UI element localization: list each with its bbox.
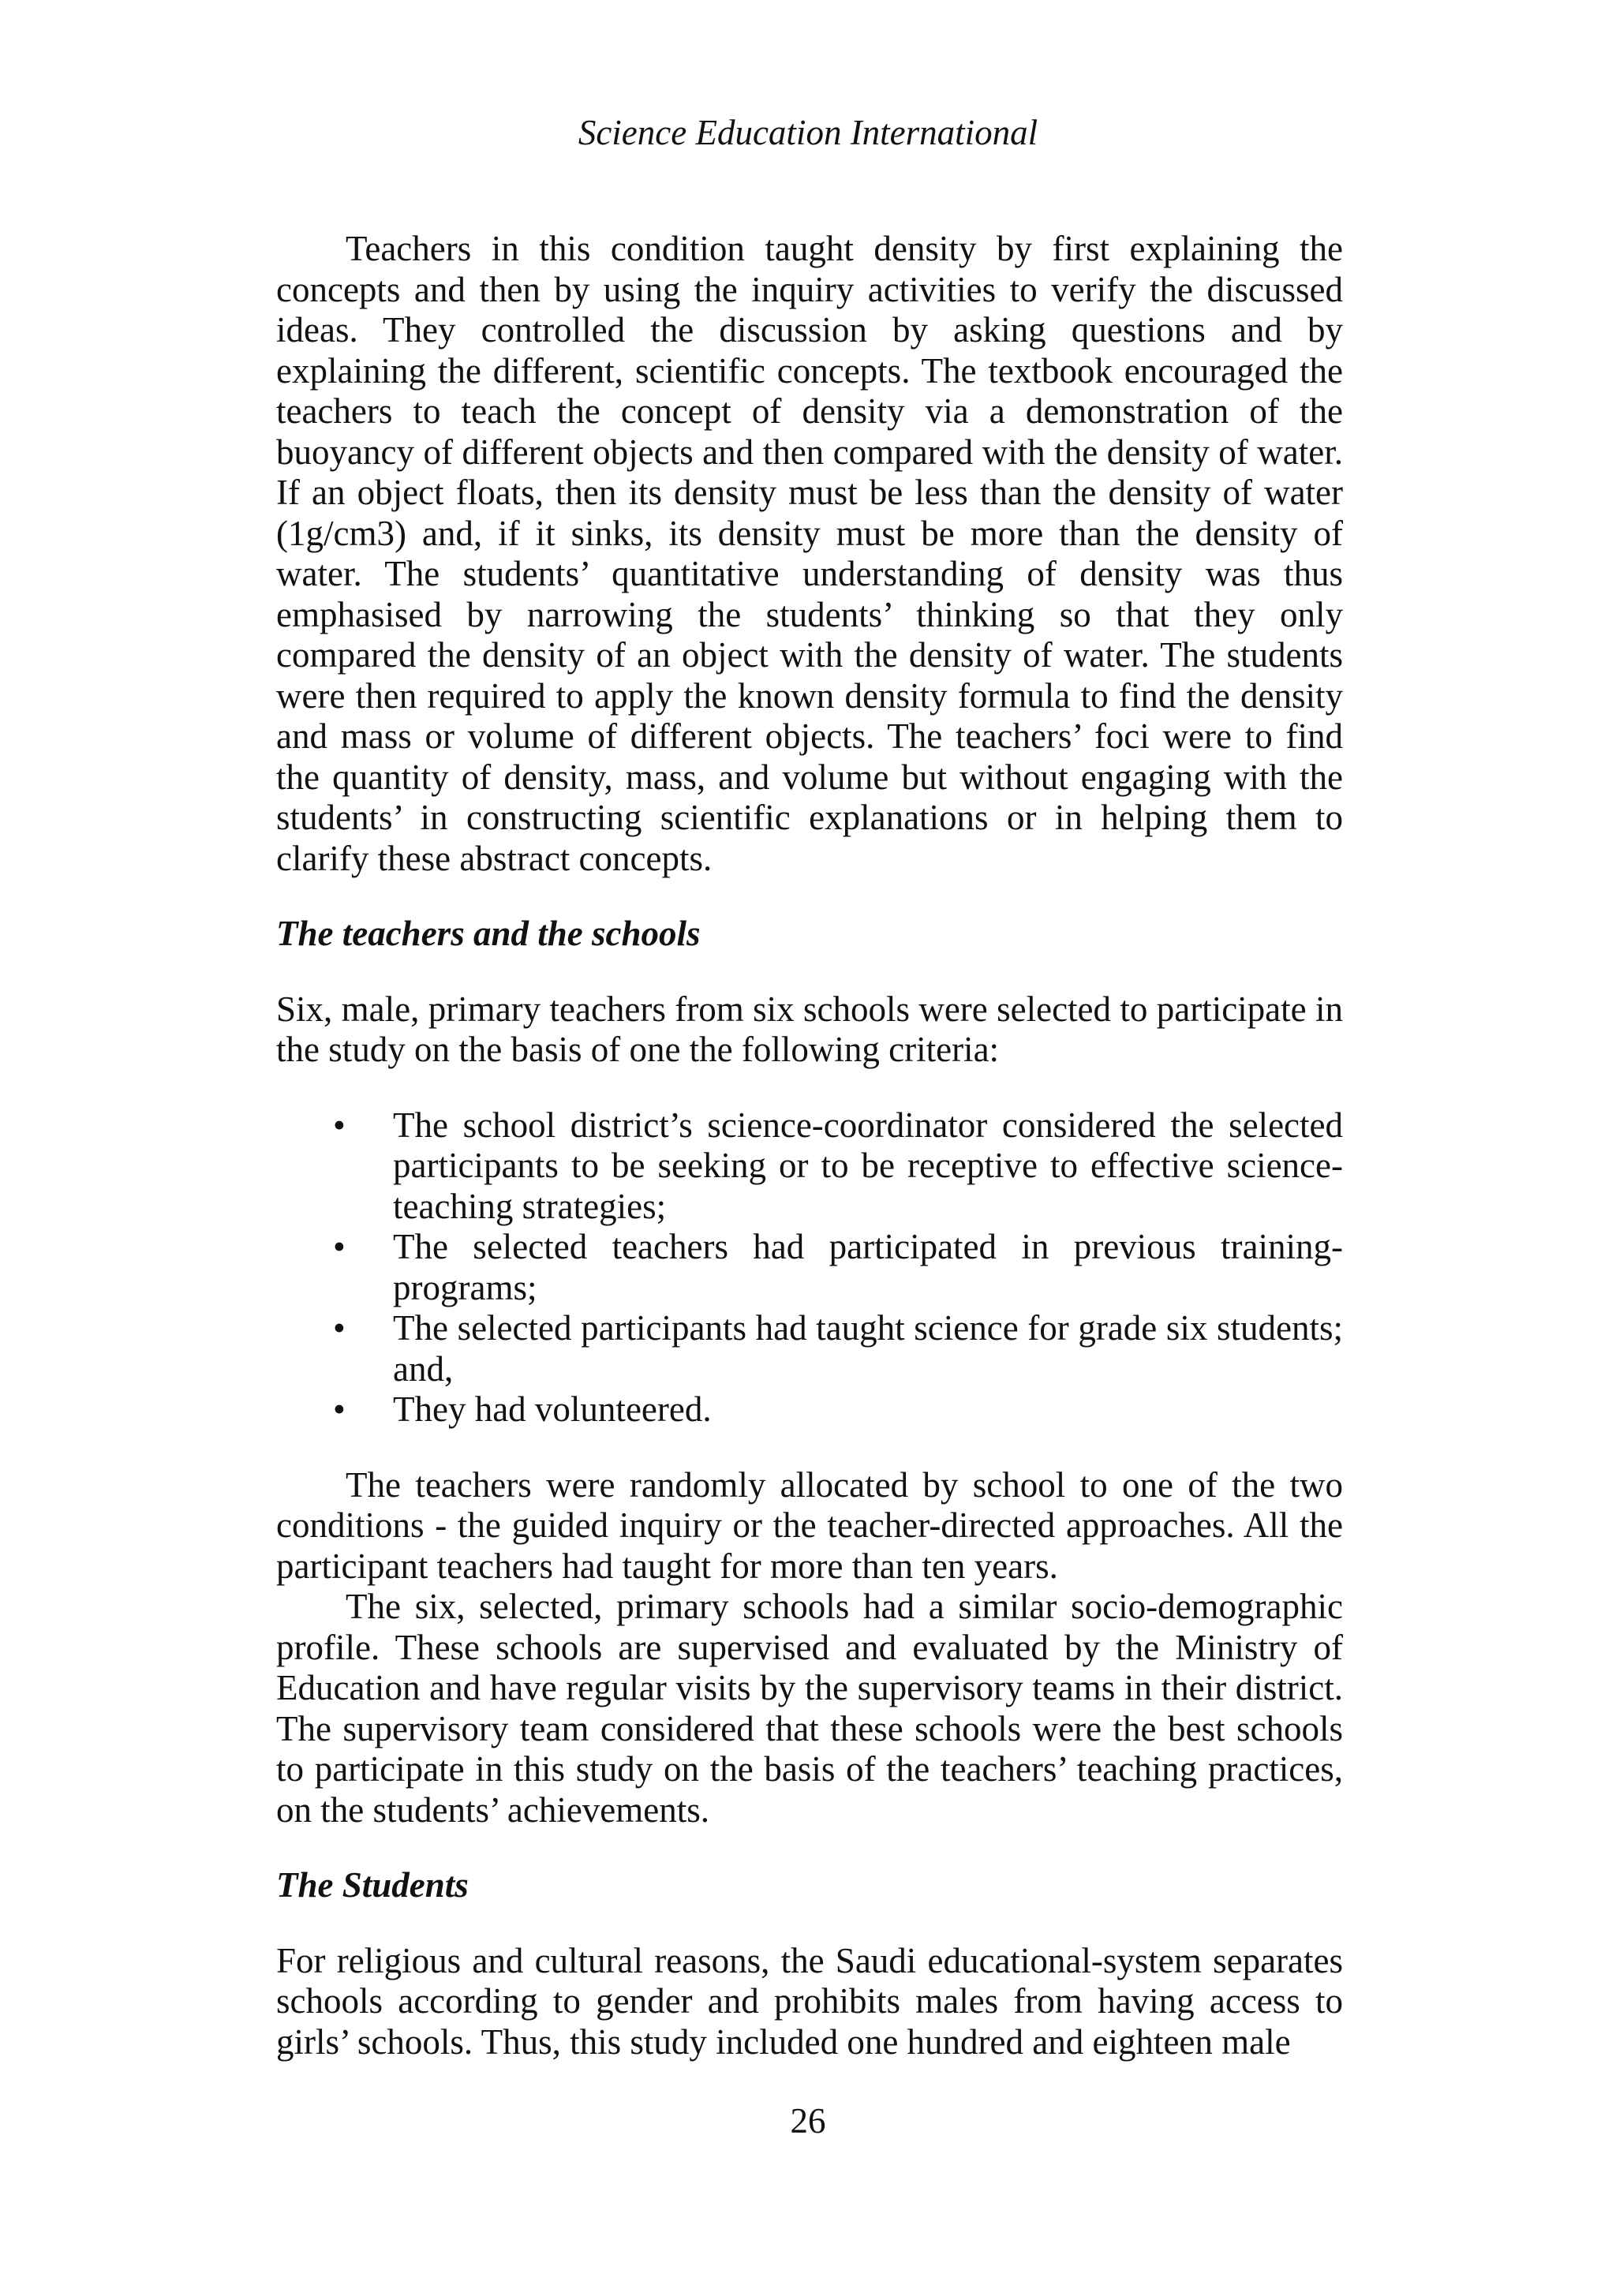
list-item-text: The school district’s science-coordinator considered the selected participants to be seeking or to be receptive to effective science-teaching strategies; [393,1105,1343,1226]
page-number: 26 [790,2101,826,2141]
list-item [276,1105,1343,1228]
running-header: Science Education International [578,113,1038,152]
list-item-text: They had volunteered. [393,1389,712,1429]
bullet-icon: • [333,1105,346,1145]
bullet-icon: • [333,1308,346,1348]
list-item [276,1227,1343,1308]
list-item-text: The selected participants had taught science for grade six students; and, [393,1308,1343,1389]
list-item [276,1389,1343,1430]
selection-criteria-list [276,1105,1343,1430]
bullet-icon: • [333,1227,346,1266]
paragraph-teacher-directed-condition: Teachers in this condition taught density by first explaining the concepts and then by using the inquiry activities to verify the discussed ideas. They controlled the discussion by asking questions and by explaining the different, scientific concepts. The textbook encouraged the teachers to teach the concept of density via a demonstration of the buoyancy of different objects and then compared with the density of water. If an object floats, then its density must be less than the density of water (1g/cm3) and, if it sinks, its density must be more than the density of water. The students’ quantitative understanding of density was thus emphasised by narrowing the students’ thinking so that they only compared the density of an object with the density of water. The students were then required to apply the known density formula to find the density and mass or volume of different objects. The teachers’ foci were to find the quantity of density, mass, and volume but without engaging with the students’ in constructing scientific explanations or in helping them to clarify these abstract concepts. [276,229,1343,878]
paragraph-students: For religious and cultural reasons, the Saudi educational-system separates schools according to gender and prohibits males from having access to girls’ schools. Thus, this study included one hundred and eighteen male [276,1940,1343,2062]
bullet-icon: • [333,1389,346,1429]
paragraph-school-profile: The six, selected, primary schools had a similar socio-demographic profile. These schools are supervised and evaluated by the Ministry of Education and have regular visits by the supervisory teams in their district. The supervisory team considered that these schools were the best schools to participate in this study on the basis of the teachers’ teaching practices, on the students’ achievements. [276,1587,1343,1830]
paragraph-random-allocation: The teachers were randomly allocated by school to one of the two conditions - the guided inquiry or the teacher-directed approaches. All the participant teachers had taught for more than ten years. [276,1464,1343,1586]
list-item-text: The selected teachers had participated in previous training-programs; [393,1227,1343,1307]
paragraph-teacher-selection: Six, male, primary teachers from six schools were selected to participate in the study on the basis of one the following criteria: [276,989,1343,1069]
page-body [276,229,1343,2062]
list-item [276,1308,1343,1389]
section-heading-teachers-and-schools: The teachers and the schools [276,914,701,953]
section-heading-students: The Students [276,1865,469,1905]
